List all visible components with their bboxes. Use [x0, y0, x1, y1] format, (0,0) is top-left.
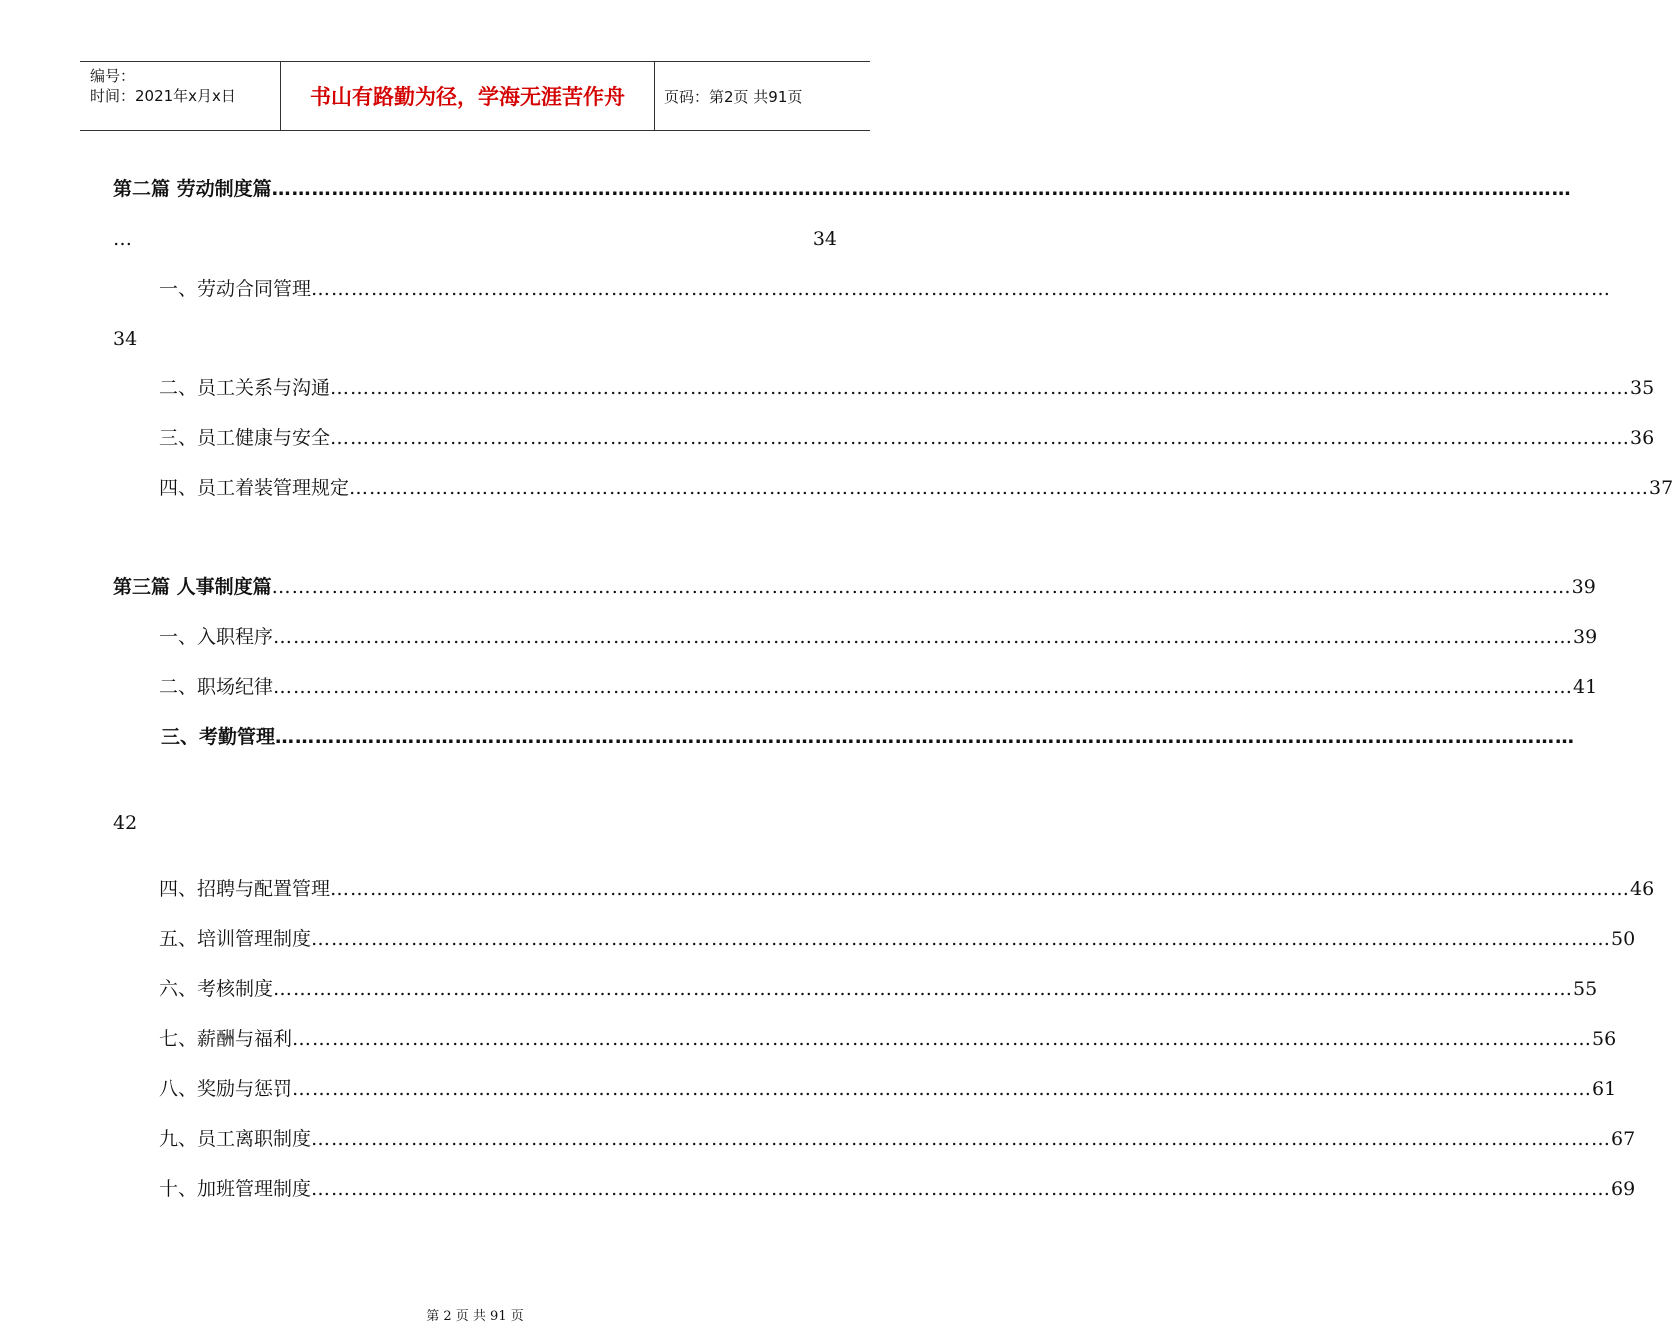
toc-item-onboarding[interactable] [159, 625, 1598, 649]
dot-leader: …………………………………………………………………………………………………………………………………………………………………………… [311, 1178, 1612, 1200]
toc-item-training[interactable] [159, 927, 1636, 951]
toc-item-page: 42 [113, 812, 138, 834]
toc-item-label: 五、培训管理制度 [159, 928, 312, 950]
toc-item-page: 67 [1611, 1128, 1636, 1150]
header-meta [80, 62, 281, 130]
dot-leader: …………………………………………………………………………………………………………………………………………………………………………… [292, 1028, 1593, 1050]
number-label: 编号： [90, 67, 136, 85]
toc-item-label: 二、职场纪律 [159, 676, 274, 698]
toc-item-compensation[interactable] [159, 1027, 1617, 1051]
dot-leader: …………………………………………………………………………………………………………………………………………………………………………… [330, 377, 1631, 399]
dot-leader: … [113, 228, 132, 250]
toc-item-assessment[interactable] [159, 977, 1598, 1001]
toc-item-page: 41 [1573, 676, 1598, 698]
toc-item-labor-contract[interactable] [159, 277, 1612, 301]
toc-item-label: 一、劳动合同管理 [159, 278, 312, 300]
toc-part2-cont [113, 227, 837, 251]
toc-item-page: 46 [1630, 878, 1655, 900]
toc-item-label: 一、入职程序 [159, 626, 274, 648]
dot-leader: …………………………………………………………………………………………………………………………………………………………………………… [311, 278, 1612, 300]
date-label: 时间：2021年x月x日 [90, 87, 236, 105]
dot-leader: …………………………………………………………………………………………………………………………………………………………………………… [271, 178, 1572, 200]
toc-item-label: 十、加班管理制度 [159, 1178, 312, 1200]
dot-leader: …………………………………………………………………………………………………………………………………………………………………………… [271, 576, 1572, 598]
dot-leader: …………………………………………………………………………………………………………………………………………………………………………… [311, 928, 1612, 950]
toc-item-label: 三、员工健康与安全 [159, 427, 331, 449]
page-footer: 第 2 页 共 91 页 [426, 1309, 524, 1324]
dot-leader: …………………………………………………………………………………………………………………………………………………………………………… [292, 1078, 1593, 1100]
dot-leader: …………………………………………………………………………………………………………………………………………………………………………… [273, 676, 1574, 698]
toc-item-page: 56 [1592, 1028, 1617, 1050]
toc-item-overtime[interactable] [159, 1177, 1636, 1201]
toc-item-label: 四、员工着装管理规定 [159, 477, 350, 499]
toc-item-label: 九、员工离职制度 [159, 1128, 312, 1150]
toc-item-label: 七、薪酬与福利 [159, 1028, 293, 1050]
toc-item-page: 69 [1611, 1178, 1636, 1200]
dot-leader: …………………………………………………………………………………………………………………………………………………………………………… [330, 878, 1631, 900]
toc-item-resignation[interactable] [159, 1127, 1636, 1151]
toc-item-label: 三、考勤管理 [161, 726, 276, 748]
toc-item-page: 37 [1649, 477, 1673, 499]
toc-item-label: 八、奖励与惩罚 [159, 1078, 293, 1100]
toc-item-page: 61 [1592, 1078, 1617, 1100]
toc-part2-title[interactable] [113, 177, 1572, 201]
toc-item-employee-relations[interactable] [159, 376, 1655, 400]
page-info: 页码：第2页 共91页 [664, 87, 803, 106]
dot-leader: …………………………………………………………………………………………………………………………………………………………………………… [349, 477, 1650, 499]
toc-part3-title[interactable] [113, 575, 1596, 599]
toc-item-page: 50 [1611, 928, 1636, 950]
toc-item-attendance[interactable] [161, 725, 1576, 749]
toc-part3-page: 39 [1571, 576, 1596, 598]
toc-item-discipline[interactable] [159, 675, 1598, 699]
toc-item-page: 34 [113, 328, 138, 350]
dot-leader: …………………………………………………………………………………………………………………………………………………………………………… [311, 1128, 1612, 1150]
toc-item-label: 四、招聘与配置管理 [159, 878, 331, 900]
toc-part2-page: 34 [812, 228, 837, 250]
dot-leader: …………………………………………………………………………………………………………………………………………………………………………… [330, 427, 1631, 449]
toc-item-page: 35 [1630, 377, 1655, 399]
dot-leader: …………………………………………………………………………………………………………………………………………………………………………… [275, 726, 1576, 748]
toc-item-dress-code[interactable] [159, 476, 1673, 500]
toc-item-label: 二、员工关系与沟通 [159, 377, 331, 399]
page-header [80, 61, 870, 131]
toc-item-label: 六、考核制度 [159, 978, 274, 1000]
toc-item-page: 39 [1573, 626, 1598, 648]
toc-part3-label: 第三篇 人事制度篇 [113, 576, 272, 598]
toc-item-recruitment[interactable] [159, 877, 1655, 901]
toc-item-page: 55 [1573, 978, 1598, 1000]
dot-leader: …………………………………………………………………………………………………………………………………………………………………………… [273, 978, 1574, 1000]
toc-item-page: 36 [1630, 427, 1655, 449]
motto: 书山有路勤为径，学海无涯苦作舟 [281, 62, 655, 130]
toc-part2-label: 第二篇 劳动制度篇 [113, 178, 272, 200]
toc-item-health-safety[interactable] [159, 426, 1655, 450]
toc-item-rewards[interactable] [159, 1077, 1617, 1101]
dot-leader: …………………………………………………………………………………………………………………………………………………………………………… [273, 626, 1574, 648]
